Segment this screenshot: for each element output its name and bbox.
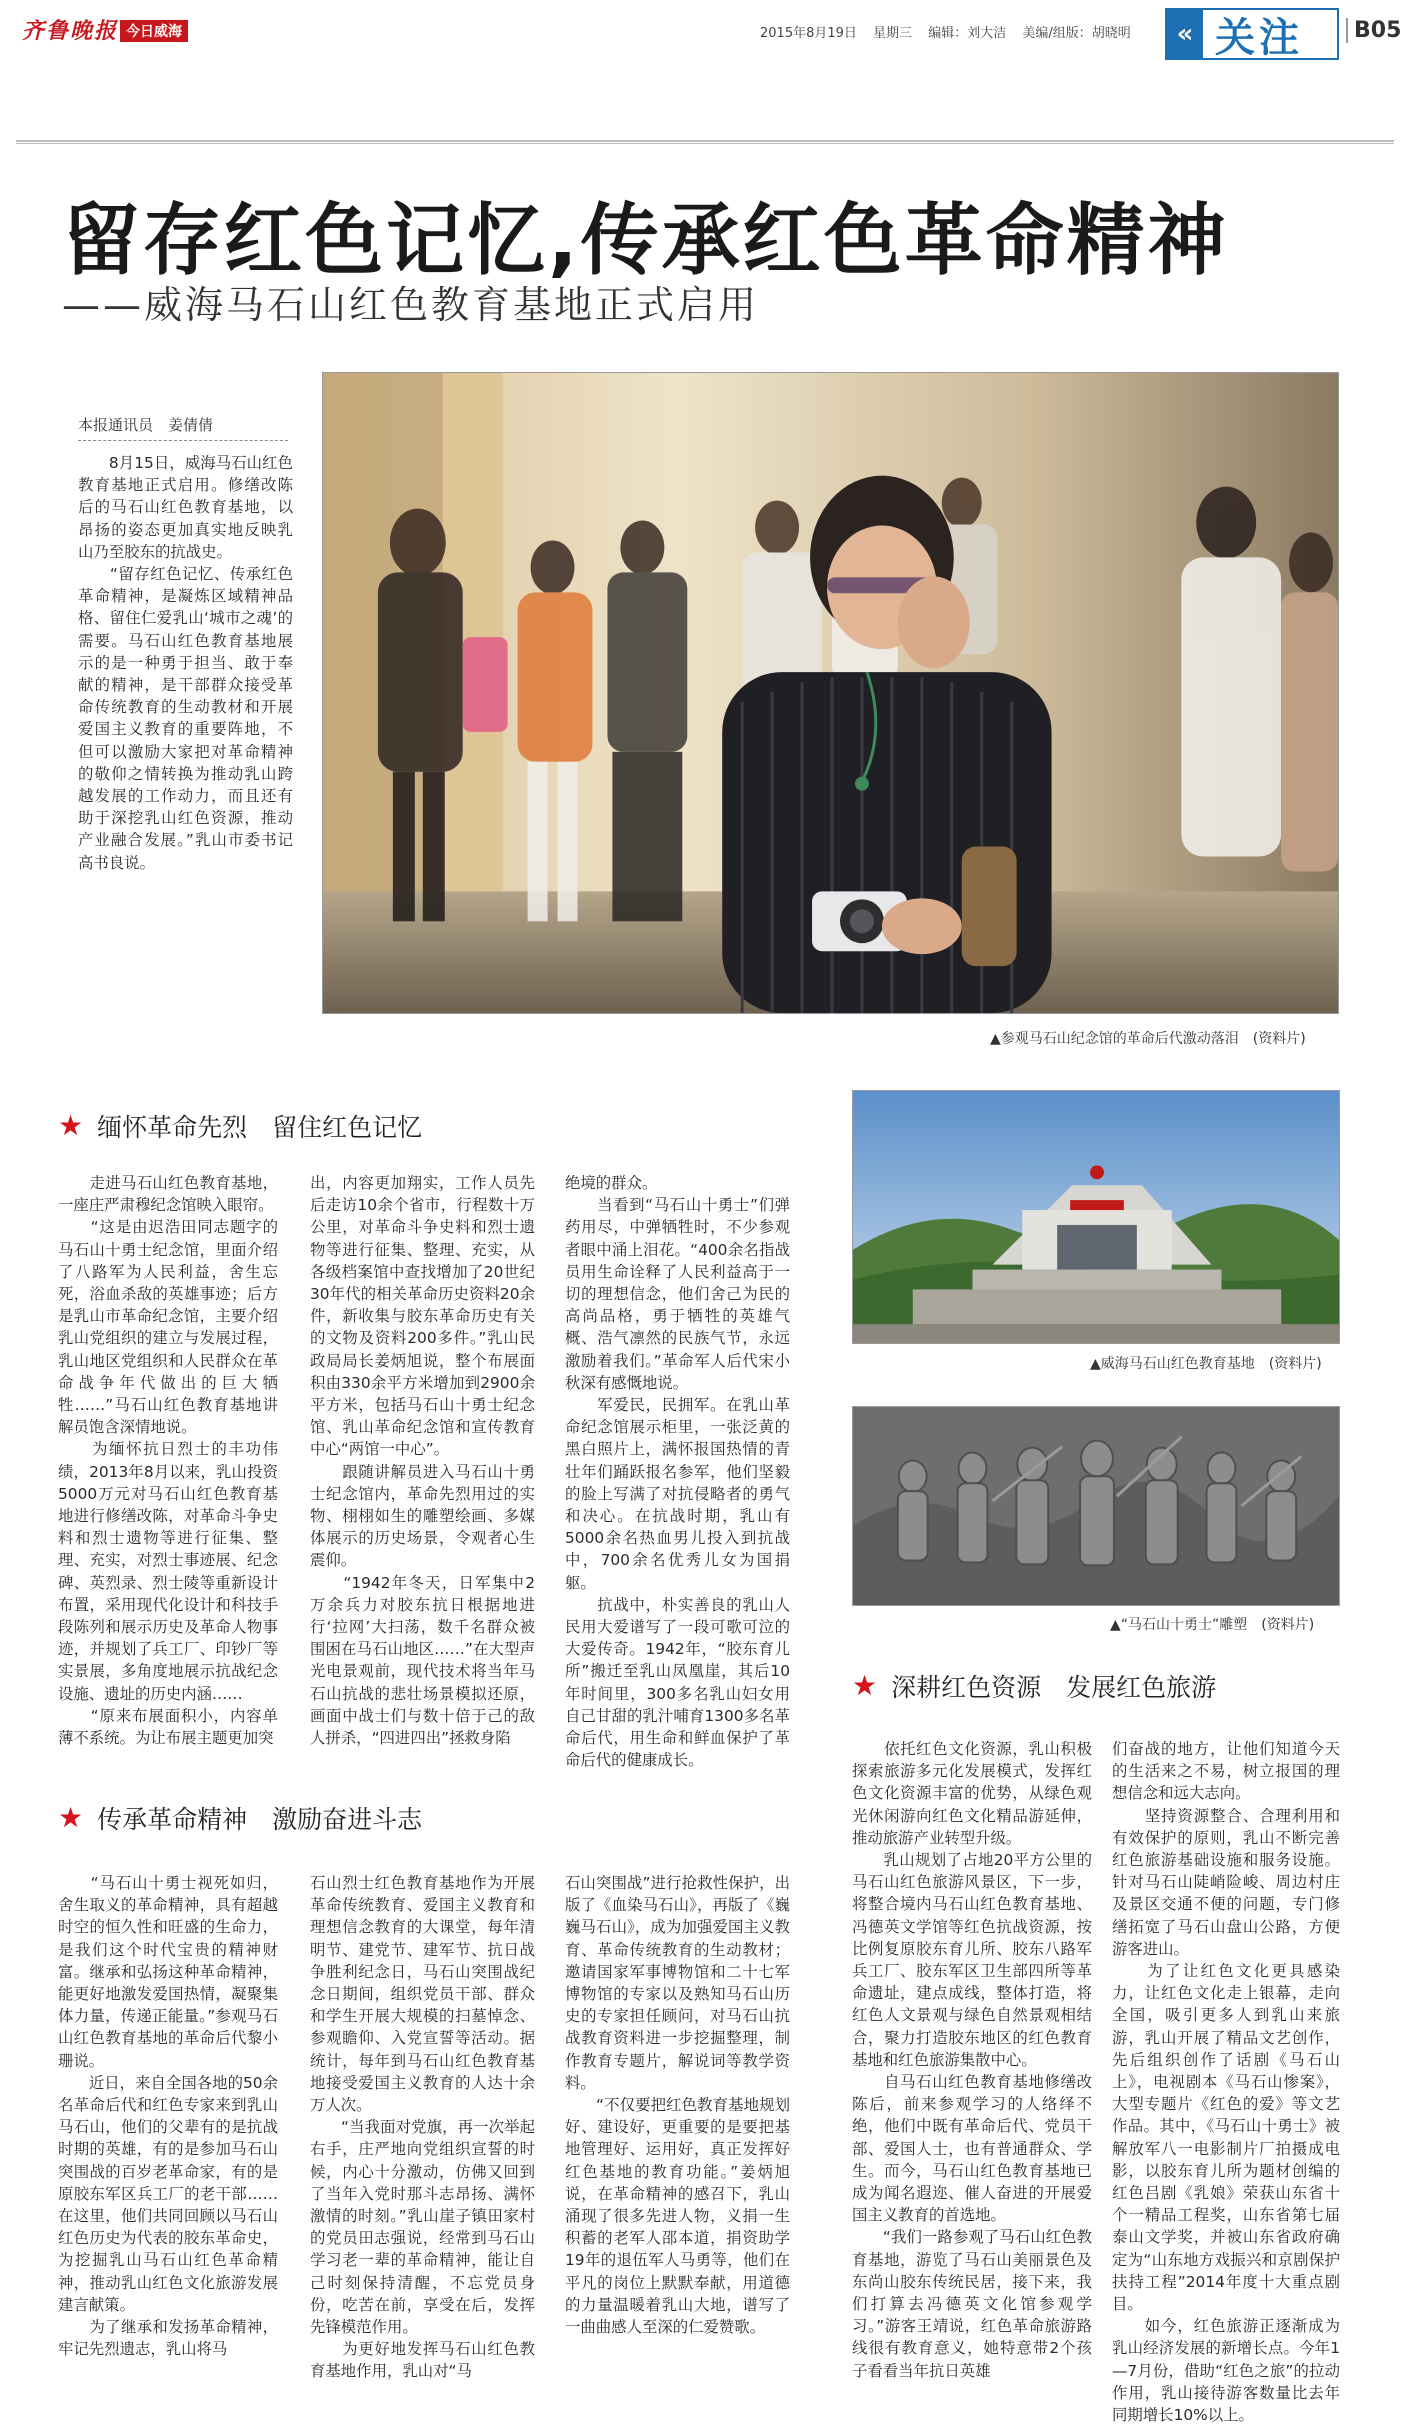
intro-text: 8月15日，威海马石山红色教育基地正式启用。修缮改陈后的马石山红色教育基地，以昂扬的姿态更加真实地反映乳山乃至胶东的抗战史。 “留存红色记忆、传承红色革命精神，是凝炼区域精神品格、留住仁爱乳山‘城市之魂’的需要。马石山红色教育基地展示的是一种勇于担当、敢于奉献的精神，是干部群众接受革命传统教育的生动教材和开展爱国主义教育的重要阵地，不但可以激励大家把对革命精神的敬仰之情转换为推动乳山跨越发展的工作动力，而且还有助于深挖乳山红色资源，推动产业融合发展。”乳山市委书记高书良说。 <box>78 454 293 872</box>
page-number: B05 <box>1346 18 1401 43</box>
section1-column-3: 绝境的群众。 当看到“马石山十勇士”们弹药用尽，中弹牺牲时，不少参观者眼中涌上泪花。“400余名指战员用生命诠释了人民利益高于一切的理想信念，他们舍己为民的高尚品格，勇于牺牲的英雄气概、浩气凛然的民族气节，永远激励着我们。”革命军人后代宋小秋深有感慨地说。 军爱民，民拥军。在乳山革命纪念馆展示柜里，一张泛黄的黑白照片上，满怀报国热情的青壮年们踊跃报名参军，他们坚毅的脸上写满了对抗侵略者的勇气和决心。在抗战时期，乳山有5000余名热血男儿投入到抗战中，700余名优秀儿女为国捐躯。 抗战中，朴实善良的乳山人民用大爱谱写了一段可歌可泣的大爱传奇。1942年，“胶东育儿所”搬迁至乳山凤凰崖，其后10年时间里，300多名乳山妇女用自己甘甜的乳汁哺育1300多名革命后代，用生命和鲜血保护了革命后代的健康成长。 <box>565 1174 790 1770</box>
section-name: 今日威海 <box>120 20 188 42</box>
section-heading-inherit <box>58 1800 422 1836</box>
main-photo-caption: ▲参观马石山纪念馆的革命后代激动落泪 (资料片) <box>990 1031 1306 1047</box>
editor-credit: 编辑：刘大洁 <box>928 26 1007 41</box>
article-title: 留存红色记忆,传承红色革命精神 <box>62 196 1229 286</box>
issue-weekday: 星期三 <box>873 26 913 41</box>
issue-meta <box>760 22 1143 41</box>
article-subtitle: ——威海马石山红色教育基地正式启用 <box>62 283 760 327</box>
section-heading-commemorate <box>58 1108 422 1144</box>
issue-date: 2015年8月19日 <box>760 26 857 41</box>
byline-divider <box>78 440 288 441</box>
section3-column-2: 们奋战的地方，让他们知道今天的生活来之不易，树立报国的理想信念和远大志向。 坚持资源整合、合理利用和有效保护的原则，乳山不断完善红色旅游基础设施和服务设施。针对马石山陡峭险峻、周边村庄及景区交通不便的问题，专门修缮拓宽了马石山盘山公路，方便游客进山。 为了让红色文化更具感染力，让红色文化走上银幕，走向全国，吸引更多人到乳山来旅游，乳山开展了精品文艺创作，先后组织创作了话剧《马石山上》，电视剧本《马石山惨案》，大型专题片《红色的爱》等文艺作品。其中，《马石山十勇士》被解放军八一电影制片厂拍摄成电影，以胶东育儿所为题材创编的红色吕剧《乳娘》荣获山东省十个一精品工程奖，山东省第七届泰山文学奖，并被山东省政府确定为“山东地方戏振兴和京剧保护扶持工程”2014年度十大重点剧目。 如今，红色旅游正逐渐成为乳山经济发展的新增长点。今年1—7月份，借助“红色之旅”的拉动作用，乳山接待游客数量比去年同期增长10%以上。 <box>1112 1740 1340 2425</box>
red-star-icon: ★ <box>58 1801 84 1834</box>
section-heading-tourism <box>852 1668 1216 1704</box>
header-divider <box>16 140 1394 144</box>
section1-column-2: 出，内容更加翔实，工作人员先后走访10余个省市，行程数十万公里，对革命斗争史料和烈士遗物等进行征集、整理、充实，从各级档案馆中查找增加了20世纪30年代的相关革命历史资料20余件，新收集与胶东革命历史有关的文物及资料200多件。”乳山民政局局长姜炳旭说，整个布展面积由330余平方米增加到2900余平方米，包括马石山十勇士纪念馆、乳山革命纪念馆和宣传教育中心“两馆一中心”。 跟随讲解员进入马石山十勇士纪念馆内，革命先烈用过的实物、栩栩如生的雕塑绘画、多媒体展示的历史场景，令观者心生震仰。 “1942年冬天，日军集中2万余兵力对胶东抗日根据地进行‘拉网’大扫荡，数千名群众被围困在马石山地区……”在大型声光电景观前，现代技术将当年马石山抗战的悲壮场景模拟还原，画面中战士们与数十倍于己的敌人拼杀，“四进四出”拯救身陷 <box>310 1174 535 1748</box>
section3-column-1: 依托红色文化资源，乳山积极探索旅游多元化发展模式，发挥红色文化资源丰富的优势，从绿色观光休闲游向红色文化精品游延伸，推动旅游产业转型升级。 乳山规划了占地20平方公里的马石山红色旅游风景区，下一步，将整合境内马石山红色教育基地、冯德英文学馆等红色抗战资源，按比例复原胶东育儿所、胶东八路军兵工厂、胶东军区卫生部四所等革命遗址，建点成线，整体打造，将红色人文景观与绿色自然景观相结合，聚力打造胶东地区的红色教育基地和红色旅游集散中心。 自马石山红色教育基地修缮改陈后，前来参观学习的人络绎不绝，他们中既有革命后代、党员干部、爱国人士，也有普通群众、学生。而今，马石山红色教育基地已成为闻名遐迩、催人奋进的开展爱国主义教育的首选地。 “我们一路参观了马石山红色教育基地，游览了马石山美丽景色及东尚山胶东传统民居，接下来，我们打算去冯德英文化馆参观学习。”游客王靖说，红色革命旅游路线很有教育意义，她特意带2个孩子看看当年抗日英雄 <box>852 1740 1092 2380</box>
base-building-caption: ▲威海马石山红色教育基地 (资料片) <box>1090 1356 1322 1372</box>
section1-column-1: 走进马石山红色教育基地，一座庄严肃穆纪念馆映入眼帘。 “这是由迟浩田同志题字的马石山十勇士纪念馆，里面介绍了八路军为人民利益，舍生忘死，浴血杀敌的英雄事迹；后方是乳山市革命纪念馆，主要介绍乳山党组织的建立与发展过程，乳山地区党组织和人民群众在革命战争年代做出的巨大牺牲……”马石山红色教育基地讲解员饱含深情地说。 为缅怀抗日烈士的丰功伟绩，2013年8月以来，乳山投资5000万元对马石山红色教育基地进行修缮改陈，对革命斗争史料和烈士遗物等进行征集、整理、充实，对烈士事迹展、纪念碑、英烈录、烈士陵等重新设计布置，采用现代化设计和科技手段陈列和展示历史及革命人物事迹，并规划了兵工厂、印钞厂等实景展，多角度地展示抗战纪念设施、遗址的历史内涵…… “原来布展面积小，内容单薄不系统。为让布展主题更加突 <box>58 1174 278 1748</box>
main-photo <box>322 372 1339 1014</box>
statue-caption: ▲“马石山十勇士”雕塑 (资料片) <box>1110 1617 1315 1633</box>
designer-credit: 美编/组版：胡晓明 <box>1022 26 1131 41</box>
section2-column-2: 石山烈士红色教育基地作为开展革命传统教育、爱国主义教育和理想信念教育的大课堂，每年清明节、建党节、建军节、抗日战争胜利纪念日，马石山突围战纪念日期间，组织党员干部、群众和学生开展大规模的扫墓悼念、参观瞻仰、入党宣誓等活动。据统计，每年到马石山红色教育基地接受爱国主义教育的人达十余万人次。 “当我面对党旗，再一次举起右手，庄严地向党组织宣誓的时候，内心十分激动，仿佛又回到了当年入党时那斗志昂扬、满怀激情的时刻。”乳山崖子镇田家村的党员田志强说，经常到马石山学习老一辈的革命精神，能让自己时刻保持清醒，不忘党员身份，吃苦在前，享受在后，发挥先锋模范作用。 为更好地发挥马石山红色教育基地作用，乳山对“马 <box>310 1874 535 2381</box>
ten-heroes-sculpture-image <box>853 1407 1339 1605</box>
red-star-icon: ★ <box>58 1109 84 1142</box>
section-heading-text: 深耕红色资源 发展红色旅游 <box>891 1673 1217 1702</box>
focus-label: 关注 <box>1215 14 1303 61</box>
byline: 本报通讯员 姜倩倩 <box>78 416 214 434</box>
newspaper-masthead: 齐鲁晚报 <box>22 18 119 44</box>
red-star-icon: ★ <box>852 1669 878 1702</box>
section-heading-text: 传承革命精神 激励奋进斗志 <box>97 1805 423 1834</box>
chevron-left-icon: « <box>1167 10 1203 58</box>
section2-column-1: “马石山十勇士视死如归，舍生取义的革命精神，具有超越时空的恒久性和旺盛的生命力，是我们这个时代宝贵的精神财富。继承和弘扬这种革命精神，能更好地激发爱国热情，凝聚集体力量，传递正能量。”参观马石山红色教育基地的革命后代黎小珊说。 近日，来自全国各地的50余名革命后代和红色专家来到乳山马石山，他们的父辈有的是抗战时期的英雄，有的是参加马石山突围战的百岁老革命家，有的是原胶东军区兵工厂的老干部……在这里，他们共同回顾以马石山红色历史为代表的胶东革命史，为挖掘乳山马石山红色革命精神，推动乳山红色文化旅游发展建言献策。 为了继承和发扬革命精神，牢记先烈遗志，乳山将马 <box>58 1874 278 2359</box>
section2-column-3: 石山突围战”进行抢救性保护，出版了《血染马石山》，再版了《巍巍马石山》，成为加强爱国主义教育、革命传统教育的生动教材；邀请国家军事博物馆和二十七军博物馆的专家以及熟知马石山历史的专家担任顾问，对马石山抗战教育资料进一步挖掘整理，制作教育专题片，解说词等教学资料。 “不仅要把红色教育基地规划好、建设好，更重要的是要把基地管理好、运用好，真正发挥好红色基地的教育功能。”姜炳旭说，在革命精神的感召下，乳山涌现了很多先进人物，义捐一生积蓄的老军人邵本道，捐资助学19年的退伍军人马勇等，他们在平凡的岗位上默默奉献，用道德的力量温暖着乳山大地，谱写了一曲曲感人至深的仁爱赞歌。 <box>565 1874 790 2337</box>
memorial-building-image <box>853 1091 1339 1343</box>
statue-photo <box>852 1406 1340 1606</box>
section-heading-text: 缅怀革命先烈 留住红色记忆 <box>97 1113 423 1142</box>
base-building-photo <box>852 1090 1340 1344</box>
museum-visitors-photo <box>323 373 1338 1013</box>
focus-section-badge <box>1165 8 1339 60</box>
